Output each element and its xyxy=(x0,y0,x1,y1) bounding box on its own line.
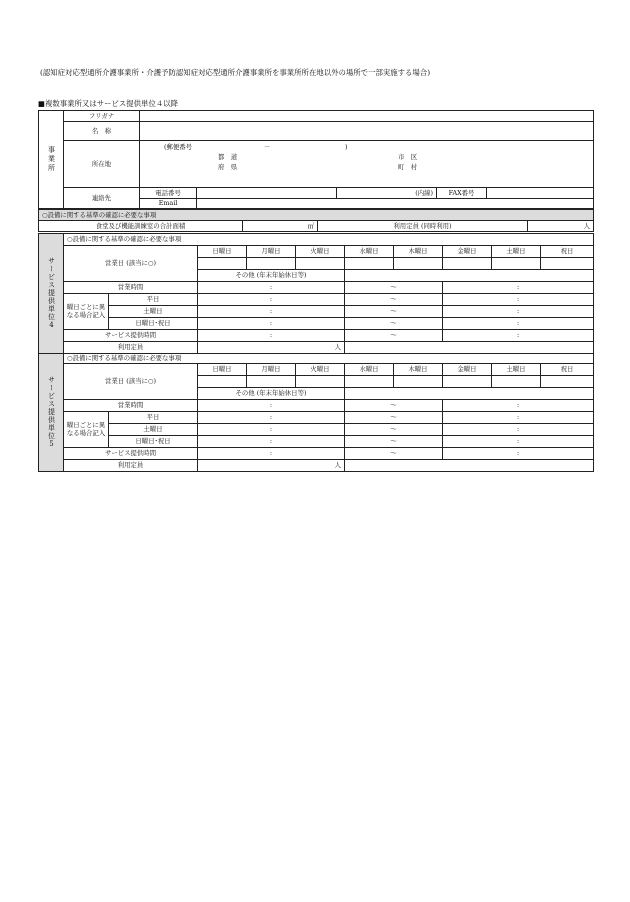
saturday-label: 土曜日 xyxy=(109,306,198,318)
tilde: ～ xyxy=(390,449,397,458)
day-mon-cell[interactable] xyxy=(247,376,296,388)
saturday-end[interactable] xyxy=(443,424,594,436)
day-mon-label: 月曜日 xyxy=(247,246,296,258)
day-tue-label: 火曜日 xyxy=(296,246,345,258)
fax-input[interactable] xyxy=(487,188,594,199)
colon: : xyxy=(269,425,273,434)
phone-input[interactable] xyxy=(197,188,337,199)
sunday-holiday-label: 日曜日･祝日 xyxy=(109,436,198,448)
email-label: Email xyxy=(140,199,197,209)
day-thu-label: 木曜日 xyxy=(394,364,443,376)
unit-capacity-blank xyxy=(345,342,594,354)
colon: : xyxy=(516,425,520,434)
business-days-label: 営業日 (該当に○) xyxy=(64,246,198,282)
city-label-bottom: 町 村 xyxy=(398,163,418,171)
unit-label: サービス提供単位4 xyxy=(39,234,64,354)
unit-capacity-label: 利用定員 xyxy=(64,460,198,472)
colon: : xyxy=(269,319,273,328)
day-sun-label: 日曜日 xyxy=(198,246,247,258)
day-mon-label: 月曜日 xyxy=(247,364,296,376)
weekday-tilde xyxy=(345,412,443,424)
day-thu-cell[interactable] xyxy=(394,376,443,388)
tilde: ～ xyxy=(390,295,397,304)
city-label-top: 市 区 xyxy=(398,153,418,161)
hours-end[interactable] xyxy=(443,400,594,412)
capacity-label: 利用定員 (同時利用) xyxy=(318,221,528,232)
pref-label-top: 都 道 xyxy=(218,153,238,161)
day-thu-cell[interactable] xyxy=(394,258,443,270)
hours-tilde xyxy=(345,282,443,294)
weekday-start[interactable] xyxy=(198,294,345,306)
unit-capacity-input[interactable] xyxy=(198,460,345,472)
fax-label: FAX番号 xyxy=(437,188,487,199)
unit-header: ○設備に関する基準の確認に必要な事項 xyxy=(64,234,594,246)
sunday-start[interactable] xyxy=(198,436,345,448)
service-time-start[interactable] xyxy=(198,330,345,342)
tilde: ～ xyxy=(390,437,397,446)
unit-capacity-blank xyxy=(345,460,594,472)
hours-tilde xyxy=(345,400,443,412)
colon: : xyxy=(269,449,273,458)
saturday-label: 土曜日 xyxy=(109,424,198,436)
day-sun-cell[interactable] xyxy=(198,258,247,270)
day-sat-label: 土曜日 xyxy=(492,364,541,376)
furigana-input[interactable] xyxy=(140,111,594,122)
email-input[interactable] xyxy=(197,199,594,209)
day-tue-cell[interactable] xyxy=(296,258,345,270)
day-fri-label: 金曜日 xyxy=(443,364,492,376)
service-time-tilde xyxy=(345,330,443,342)
tilde: ～ xyxy=(390,307,397,316)
day-fri-cell[interactable] xyxy=(443,258,492,270)
tilde: ～ xyxy=(390,331,397,340)
contact-label: 連絡先 xyxy=(64,188,140,209)
area-unit: ㎡ xyxy=(307,221,314,230)
day-sat-cell[interactable] xyxy=(492,376,541,388)
day-holiday-cell[interactable] xyxy=(541,376,594,388)
service-unit-4-table xyxy=(38,233,594,354)
saturday-start[interactable] xyxy=(198,424,345,436)
service-time-start[interactable] xyxy=(198,448,345,460)
saturday-tilde xyxy=(345,424,443,436)
weekday-label: 平日 xyxy=(109,294,198,306)
other-days-label: その他 (年末年始休日等) xyxy=(198,388,345,400)
colon: : xyxy=(269,283,273,292)
colon: : xyxy=(516,295,520,304)
day-mon-cell[interactable] xyxy=(247,258,296,270)
unit-header: ○設備に関する基準の確認に必要な事項 xyxy=(64,354,594,364)
day-fri-cell[interactable] xyxy=(443,376,492,388)
unit-capacity-unit: 人 xyxy=(334,461,341,470)
colon: : xyxy=(269,307,273,316)
colon: : xyxy=(516,401,520,410)
address-label: 所在地 xyxy=(64,141,140,188)
day-sat-label: 土曜日 xyxy=(492,246,541,258)
weekday-label: 平日 xyxy=(109,412,198,424)
postal-dash: － xyxy=(264,143,271,151)
tilde: ～ xyxy=(390,413,397,422)
day-fri-label: 金曜日 xyxy=(443,246,492,258)
day-thu-label: 木曜日 xyxy=(394,246,443,258)
service-time-tilde xyxy=(345,448,443,460)
colon: : xyxy=(269,331,273,340)
extension-label: (内線) xyxy=(337,188,437,199)
colon: : xyxy=(516,307,520,316)
colon: : xyxy=(516,449,520,458)
office-group-label: 事業所 xyxy=(39,111,64,209)
unit-capacity-label: 利用定員 xyxy=(64,342,198,354)
service-time-label: サービス提供時間 xyxy=(64,448,198,460)
tilde: ～ xyxy=(390,319,397,328)
day-holiday-label: 祝日 xyxy=(541,364,594,376)
colon: : xyxy=(269,401,273,410)
unit-capacity-unit: 人 xyxy=(334,343,341,352)
varies-label: 曜日ごとに異なる場合記入 xyxy=(64,294,109,330)
service-time-label: サービス提供時間 xyxy=(64,330,198,342)
sunday-end[interactable] xyxy=(443,318,594,330)
capacity-input[interactable] xyxy=(528,221,594,232)
pref-label-bottom: 府 県 xyxy=(218,163,238,171)
office-info-table xyxy=(38,110,594,209)
day-tue-cell[interactable] xyxy=(296,376,345,388)
weekday-end[interactable] xyxy=(443,294,594,306)
other-days-input[interactable] xyxy=(345,388,594,400)
day-tue-label: 火曜日 xyxy=(296,364,345,376)
service-time-end[interactable] xyxy=(443,330,594,342)
furigana-label: フリガナ xyxy=(64,111,140,122)
colon: : xyxy=(516,437,520,446)
postal-label: (郵便番号 xyxy=(164,143,193,151)
day-holiday-cell[interactable] xyxy=(541,258,594,270)
area-input[interactable] xyxy=(243,221,318,232)
hours-label: 営業時間 xyxy=(64,400,198,412)
tilde: ～ xyxy=(390,401,397,410)
other-days-label: その他 (年末年始休日等) xyxy=(198,270,345,282)
phone-label: 電話番号 xyxy=(140,188,197,199)
day-holiday-label: 祝日 xyxy=(541,246,594,258)
colon: : xyxy=(269,295,273,304)
facility-table xyxy=(38,209,594,232)
saturday-end[interactable] xyxy=(443,306,594,318)
day-wed-label: 水曜日 xyxy=(345,246,394,258)
weekday-end[interactable] xyxy=(443,412,594,424)
name-input[interactable] xyxy=(140,122,594,141)
capacity-unit: 人 xyxy=(583,221,591,230)
sunday-start[interactable] xyxy=(198,318,345,330)
tilde: ～ xyxy=(390,425,397,434)
day-sun-label: 日曜日 xyxy=(198,364,247,376)
tilde: ～ xyxy=(390,283,397,292)
weekday-tilde xyxy=(345,294,443,306)
unit-capacity-input[interactable] xyxy=(198,342,345,354)
day-wed-cell[interactable] xyxy=(345,258,394,270)
hours-label: 営業時間 xyxy=(64,282,198,294)
colon: : xyxy=(516,283,520,292)
saturday-start[interactable] xyxy=(198,306,345,318)
colon: : xyxy=(269,437,273,446)
business-days-label: 営業日 (該当に○) xyxy=(64,364,198,400)
sunday-tilde xyxy=(345,318,443,330)
day-wed-label: 水曜日 xyxy=(345,364,394,376)
form-note: (認知症対応型通所介護事業所・介護予防認知症対応型通所介護事業所を事業所所在地以外の場所で一部実施する場合) xyxy=(40,68,431,77)
postal-close: ) xyxy=(345,143,348,151)
other-days-input[interactable] xyxy=(345,270,594,282)
address-input[interactable] xyxy=(140,141,594,188)
service-time-end[interactable] xyxy=(443,448,594,460)
hours-start[interactable] xyxy=(198,282,345,294)
saturday-tilde xyxy=(345,306,443,318)
day-wed-cell[interactable] xyxy=(345,376,394,388)
hours-start[interactable] xyxy=(198,400,345,412)
sunday-holiday-label: 日曜日･祝日 xyxy=(109,318,198,330)
sunday-end[interactable] xyxy=(443,436,594,448)
colon: : xyxy=(516,331,520,340)
sunday-tilde xyxy=(345,436,443,448)
weekday-start[interactable] xyxy=(198,412,345,424)
name-label: 名 称 xyxy=(64,122,140,141)
unit-label: サービス提供単位5 xyxy=(39,354,64,472)
service-unit-5-table xyxy=(38,353,594,472)
varies-label: 曜日ごとに異なる場合記入 xyxy=(64,412,109,448)
day-sat-cell[interactable] xyxy=(492,258,541,270)
facility-header: ○設備に関する基準の確認に必要な事項 xyxy=(39,210,594,221)
colon: : xyxy=(269,413,273,422)
colon: : xyxy=(516,413,520,422)
section-title: ■複数事業所又はサービス提供単位４以降 xyxy=(38,99,179,108)
colon: : xyxy=(516,319,520,328)
area-label: 食堂及び機能訓練室の合計面積 xyxy=(39,221,243,232)
day-sun-cell[interactable] xyxy=(198,376,247,388)
hours-end[interactable] xyxy=(443,282,594,294)
